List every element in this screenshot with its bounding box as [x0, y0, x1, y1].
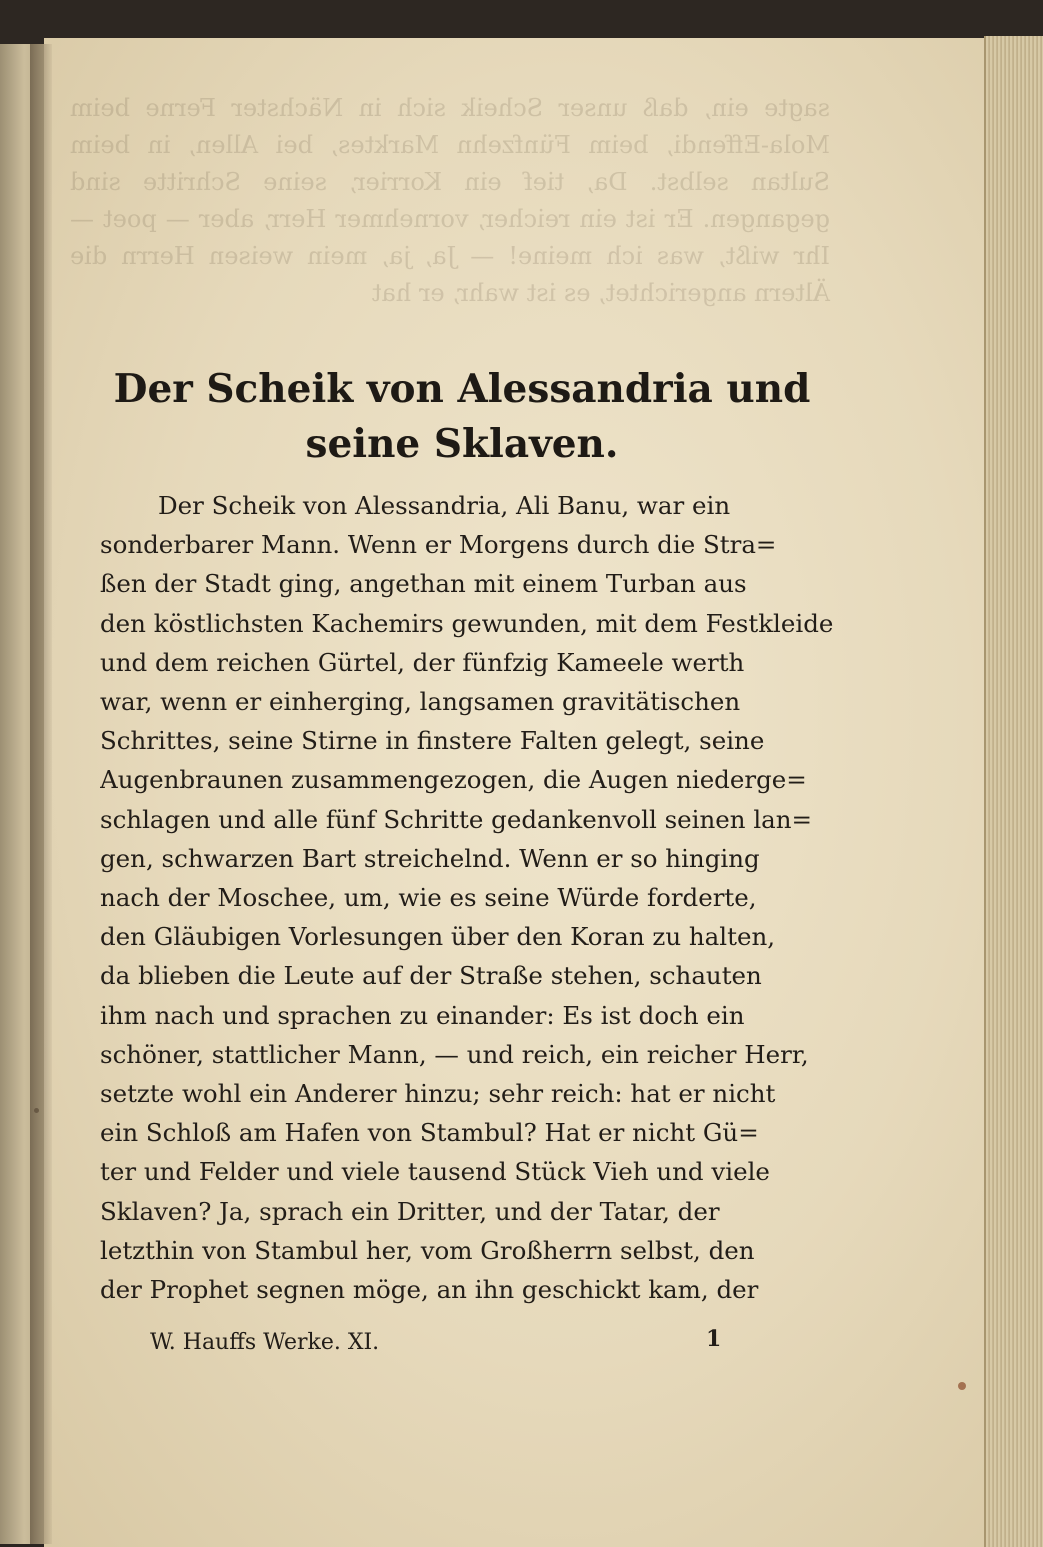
text-line: schlagen und alle fünf Schritte gedankenvoll seinen lan=: [100, 804, 813, 834]
chapter-title: [92, 362, 832, 472]
printer-signature: W. Hauffs Werke. XI.: [150, 1330, 380, 1355]
show-through-text: sagte ein, daß unser Scheik sich in Nächster Ferne beim Mola-Effendi, beim Fünfzehn Marktes, bei Allen, in beim Sultan selbst. Da, tief ein Korrier, seine Schritte sind gegangen. Er ist ein reicher, vornehmer Herr, aber — poet — Ihr wißt, was ich meine! — Ja, ja, mein weisen Herrn die Ältern angerichtet, es ist wahr, er hat: [70, 94, 830, 307]
text-line: nach der Moschee, um, wie es seine Würde forderte,: [100, 883, 757, 913]
text-line: schöner, stattlicher Mann, — und reich, ein reicher Herr,: [100, 1039, 809, 1069]
text-line: und dem reichen Gürtel, der fünfzig Kameele werth: [100, 647, 745, 677]
text-line: gen, schwarzen Bart streichelnd. Wenn er so hinging: [100, 843, 760, 873]
text-line: Sklaven? Ja, sprach ein Dritter, und der Tatar, der: [100, 1196, 720, 1226]
text-line: Augenbraunen zusammengezogen, die Augen niederge=: [100, 765, 807, 795]
text-line: ein Schloß am Hafen von Stambul? Hat er nicht Gü=: [100, 1118, 759, 1148]
body-text: [100, 486, 836, 1309]
text-line: der Prophet segnen möge, an ihn geschickt kam, der: [100, 1275, 759, 1305]
text-line: ter und Felder und viele tausend Stück Vieh und viele: [100, 1157, 770, 1187]
text-line: da blieben die Leute auf der Straße stehen, schauten: [100, 961, 762, 991]
text-line: letzthin von Stambul her, vom Großherrn selbst, den: [100, 1235, 755, 1265]
page-footer: [150, 1326, 730, 1370]
paper-speck: [34, 1108, 39, 1113]
page-stack-edge: [984, 36, 1043, 1547]
text-line: den köstlichsten Kachemirs gewunden, mit dem Festkleide: [100, 608, 834, 638]
text-line: war, wenn er einherging, langsamen gravitätischen: [100, 687, 741, 717]
text-line: setzte wohl ein Anderer hinzu; sehr reich: hat er nicht: [100, 1079, 776, 1109]
chapter-title-line: Der Scheik von Alessandria und: [113, 366, 811, 412]
text-line: Der Scheik von Alessandria, Ali Banu, war ein: [158, 491, 731, 520]
chapter-title-line: seine Sklaven.: [305, 421, 619, 467]
text-line: Schrittes, seine Stirne in finstere Falten gelegt, seine: [100, 726, 765, 756]
text-line: den Gläubigen Vorlesungen über den Koran zu halten,: [100, 922, 776, 952]
paper-speck: [958, 1382, 966, 1390]
book-gutter: [30, 44, 52, 1544]
text-line: ihm nach und sprachen zu einander: Es ist doch ein: [100, 1000, 745, 1030]
page-number: 1: [706, 1326, 722, 1352]
text-line: ßen der Stadt ging, angethan mit einem Turban aus: [100, 569, 747, 599]
text-line: sonderbarer Mann. Wenn er Morgens durch die Stra=: [100, 530, 777, 560]
